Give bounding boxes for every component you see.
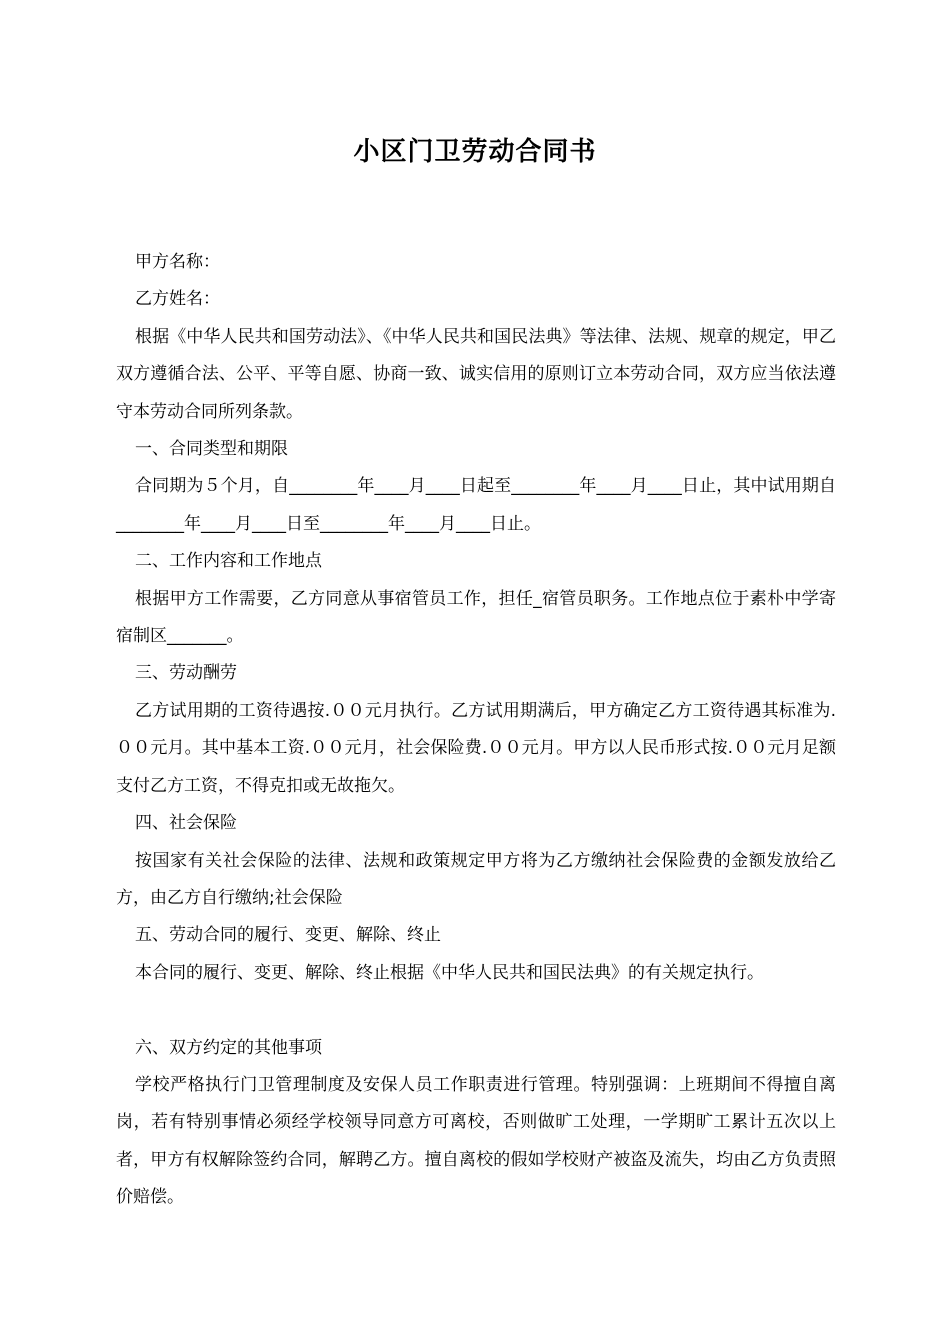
section-3-heading: 三、劳动酬劳 xyxy=(135,663,237,684)
section-3-body: 乙方试用期的工资待遇按.００元月执行。乙方试用期满后，甲方确定乙方工资待遇其标准为.００元月。其中基本工资.００元月，社会保险费.００元月。甲方以人民币形式按.００元月足额支付乙方工资，不得克扣或无故拖欠。 xyxy=(116,700,836,796)
section-2-body: 根据甲方工作需要，乙方同意从事宿管员工作，担任_宿管员职务。工作地点位于素朴中学寄宿制区_______。 xyxy=(116,588,836,647)
blank-line xyxy=(116,992,836,1029)
party-b-line: 乙方姓名： xyxy=(135,289,220,310)
section-4-heading: 四、社会保险 xyxy=(135,813,237,834)
section-1-heading: 一、合同类型和期限 xyxy=(135,439,288,460)
section-5-heading: 五、劳动合同的履行、变更、解除、终止 xyxy=(135,925,441,946)
preamble-paragraph: 根据《中华人民共和国劳动法》、《中华人民共和国民法典》等法律、法规、规章的规定，甲乙双方遵循合法、公平、平等自愿、协商一致、诚实信用的原则订立本劳动合同，双方应当依法遵守本劳动合同所列条款。 xyxy=(116,326,836,422)
section-4-body: 按国家有关社会保险的法律、法规和政策规定甲方将为乙方缴纳社会保险费的金额发放给乙方，由乙方自行缴纳;社会保险 xyxy=(116,850,836,908)
party-a-line: 甲方名称： xyxy=(135,252,220,272)
document-body xyxy=(116,244,836,1217)
section-2-heading: 二、工作内容和工作地点 xyxy=(135,551,322,572)
section-6-body: 学校严格执行门卫管理制度及安保人员工作职责进行管理。特别强调：上班期间不得擅自离岗，若有特别事情必须经学校领导同意方可离校，否则做旷工处理，一学期旷工累计五次以上者，甲方有权解除签约合同，解聘乙方。擅自离校的假如学校财产被盗及流失，均由乙方负责照价赔偿。 xyxy=(116,1074,836,1208)
document-title: 小区门卫劳动合同书 xyxy=(353,137,597,167)
section-1-body: 合同期为５个月，自________年____月____日起至________年____月____日止，其中试用期自________年____月____日至________年____月____日止。 xyxy=(116,476,836,534)
section-6-heading: 六、双方约定的其他事项 xyxy=(135,1037,322,1058)
section-5-body: 本合同的履行、变更、解除、终止根据《中华人民共和国民法典》的有关规定执行。 xyxy=(135,962,764,983)
